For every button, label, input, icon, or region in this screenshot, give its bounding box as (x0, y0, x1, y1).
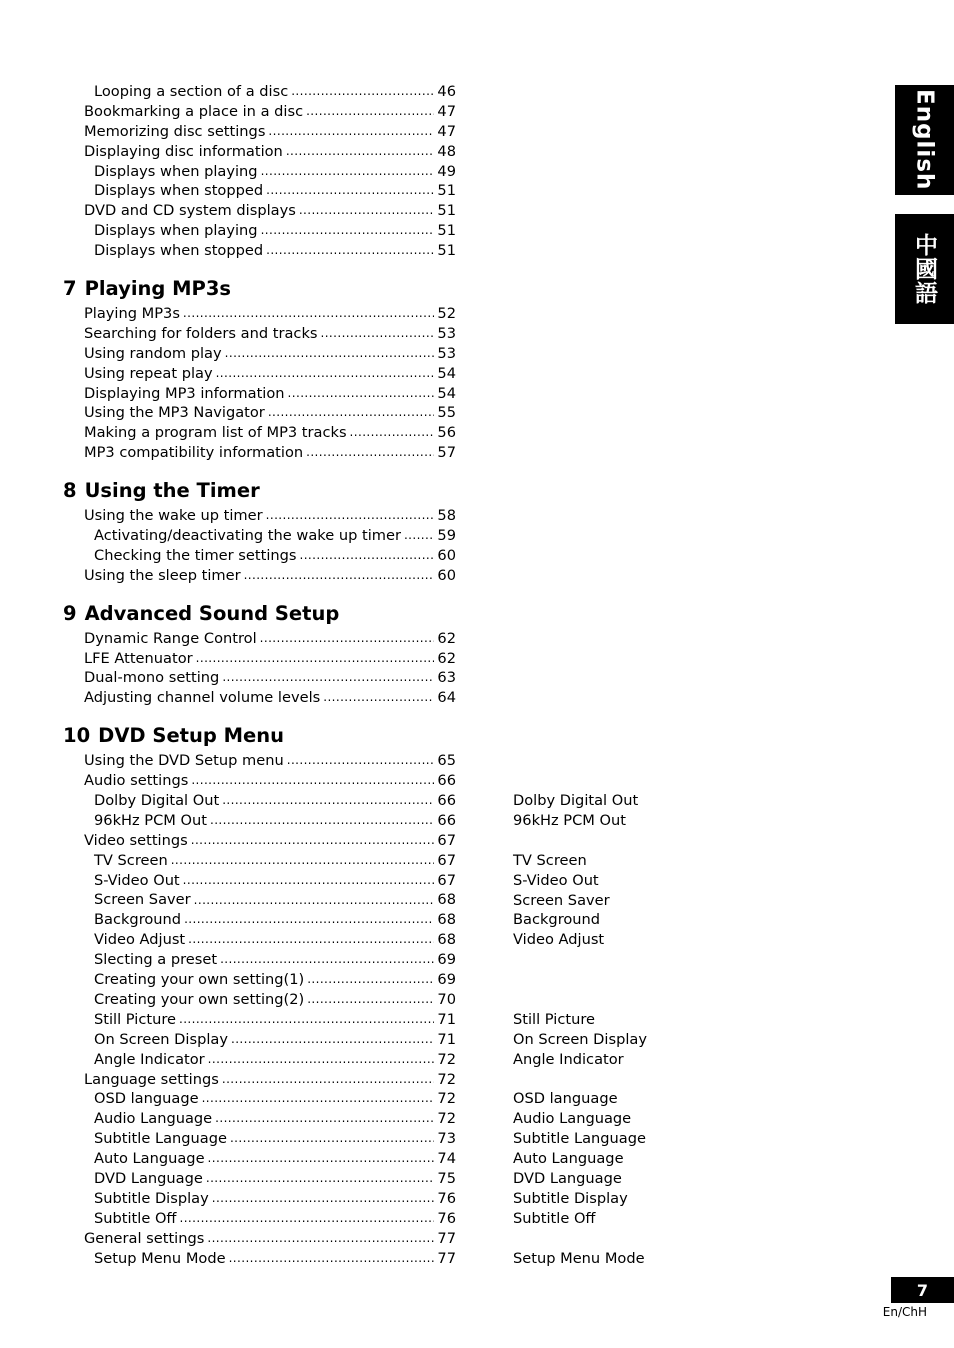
toc-entry-title: Activating/deactivating the wake up timer (94, 527, 401, 545)
toc-entry-title: Background (94, 911, 182, 929)
toc-entry[interactable] (63, 831, 456, 851)
toc-entry[interactable] (63, 1050, 456, 1070)
section-heading (63, 599, 456, 629)
toc-entry-title: Audio settings (84, 772, 189, 790)
toc-entry-page: 63 (437, 669, 456, 687)
language-tab-chinese-label: 中國語 (911, 233, 937, 305)
toc-entry-page: 69 (437, 951, 456, 969)
leader-dots (307, 970, 434, 990)
leader-dots (225, 344, 435, 364)
leader-dots (196, 649, 435, 669)
toc-entry-page: 70 (437, 990, 456, 1008)
toc-entry[interactable] (63, 668, 456, 688)
leader-dots (288, 384, 435, 404)
leader-dots (291, 82, 434, 102)
translated-label: Angle Indicator (513, 1051, 624, 1068)
toc-entry-title: Angle Indicator (94, 1050, 205, 1068)
translated-label: Dolby Digital Out (513, 792, 639, 809)
toc-entry-title: Displays when stopped (94, 182, 264, 200)
toc-entry[interactable] (63, 1030, 456, 1050)
toc-entry-title: Dolby Digital Out (94, 792, 220, 810)
toc-entry-title: Still Picture (94, 1010, 176, 1028)
toc-entry[interactable] (63, 1149, 456, 1169)
language-tab-english[interactable] (895, 85, 954, 195)
toc-entry[interactable] (63, 1229, 456, 1249)
toc-entry[interactable] (63, 344, 456, 364)
toc-entry-page: 47 (437, 122, 456, 140)
toc-entry-page: 77 (437, 1249, 456, 1267)
leader-dots (350, 423, 435, 443)
leader-dots (179, 1010, 434, 1030)
leader-dots (212, 1189, 435, 1209)
leader-dots (268, 403, 435, 423)
toc-entry-title: DVD and CD system displays (84, 202, 296, 220)
leader-dots (191, 831, 435, 851)
toc-entry-page: 53 (437, 324, 456, 342)
toc-entry-title: Language settings (84, 1070, 219, 1088)
toc-entry[interactable] (63, 384, 456, 404)
page-code: En/ChH (882, 1305, 927, 1319)
toc-entry-title: Creating your own setting(2) (94, 990, 305, 1008)
translated-label: Auto Language (513, 1150, 624, 1167)
toc-entry-page: 57 (437, 444, 456, 462)
toc-entry-title: Auto Language (94, 1150, 205, 1168)
toc-entry-title: Using the wake up timer (84, 507, 263, 525)
toc-entry-page: 62 (437, 629, 456, 647)
toc-entry-title: Memorizing disc settings (84, 122, 266, 140)
toc-entry-page: 65 (437, 752, 456, 770)
section-title: DVD Setup Menu (98, 724, 285, 748)
leader-dots (404, 526, 434, 546)
toc-entry-page: 46 (437, 82, 456, 100)
toc-entry-title: MP3 compatibility information (84, 444, 304, 462)
toc-entry-page: 64 (437, 689, 456, 707)
toc-entry-page: 56 (437, 424, 456, 442)
toc-entry-title: Displaying MP3 information (84, 384, 285, 402)
toc-entry[interactable] (63, 181, 456, 201)
leader-dots (229, 1249, 435, 1269)
leader-dots (321, 324, 435, 344)
toc-entry[interactable] (63, 546, 456, 566)
toc-entry-page: 62 (437, 649, 456, 667)
toc-entry[interactable] (63, 443, 456, 463)
section-heading (63, 274, 456, 304)
toc-entry-title: Slecting a preset (94, 951, 218, 969)
translated-label: DVD Language (513, 1170, 622, 1187)
toc-entry[interactable] (63, 102, 456, 122)
leader-dots (306, 443, 434, 463)
toc-entry-page: 72 (437, 1050, 456, 1068)
toc-entry-page: 67 (437, 831, 456, 849)
toc-entry[interactable] (63, 950, 456, 970)
leader-dots (183, 304, 435, 324)
toc-entry-title: Subtitle Language (94, 1130, 227, 1148)
toc-entry-page: 72 (437, 1070, 456, 1088)
toc-entry-title: Screen Saver (94, 891, 191, 909)
toc-entry[interactable] (63, 526, 456, 546)
translated-label: TV Screen (513, 852, 587, 869)
toc-entry-page: 52 (437, 305, 456, 322)
leader-dots (171, 851, 435, 871)
toc-entry-page: 48 (437, 142, 456, 160)
toc-entry[interactable] (63, 82, 456, 102)
leader-dots (230, 1129, 434, 1149)
toc-entry-title: 96kHz PCM Out (94, 811, 207, 829)
leader-dots (286, 142, 435, 162)
leader-dots (215, 1109, 434, 1129)
leader-dots (261, 221, 435, 241)
leader-dots (307, 990, 434, 1010)
toc-entry-title: Looping a section of a disc (94, 82, 289, 100)
section-title: Advanced Sound Setup (84, 601, 340, 625)
toc-entry[interactable] (63, 1249, 456, 1269)
leader-dots (184, 910, 434, 930)
toc-entry-page: 60 (437, 546, 456, 564)
toc-entry-title: Making a program list of MP3 tracks (84, 424, 347, 442)
section-title: Using the Timer (84, 479, 260, 503)
leader-dots (261, 162, 435, 182)
toc-entry-title: Using the DVD Setup menu (84, 752, 284, 770)
toc-entry[interactable] (63, 930, 456, 950)
toc-entry[interactable] (63, 1109, 456, 1129)
leader-dots (244, 566, 435, 586)
toc-entry-title: Displaying disc information (84, 142, 283, 160)
toc-entry-title: Displays when stopped (94, 242, 264, 260)
toc-entry[interactable] (63, 751, 456, 771)
toc-entry[interactable] (63, 910, 456, 930)
toc-entry[interactable] (63, 403, 456, 423)
toc-entry-title: Displays when playing (94, 222, 258, 240)
toc-entry-page: 74 (437, 1150, 456, 1168)
toc-entry[interactable] (63, 142, 456, 162)
leader-dots (222, 668, 434, 688)
toc-entry-title: Dynamic Range Control (84, 629, 257, 647)
toc-entry[interactable] (63, 506, 456, 526)
translated-label: Video Adjust (513, 931, 605, 948)
translated-label: Subtitle Off (513, 1210, 596, 1227)
section-heading (63, 721, 456, 751)
leader-dots (266, 241, 434, 261)
toc-entry-page: 72 (437, 1110, 456, 1128)
toc-entry[interactable] (63, 851, 456, 871)
leader-dots (216, 364, 435, 384)
toc-entry[interactable] (63, 122, 456, 142)
toc-entry-title: Using random play (84, 344, 222, 362)
toc-entry-page: 47 (437, 102, 456, 120)
toc-entry-title: Using the sleep timer (84, 566, 241, 584)
toc-entry-title: Adjusting channel volume levels (84, 689, 321, 707)
toc-entry[interactable] (63, 566, 456, 586)
language-tab-english-label: English (911, 89, 938, 191)
leader-dots (188, 930, 434, 950)
toc-entry-title: On Screen Display (94, 1030, 228, 1048)
toc-entry[interactable] (63, 871, 456, 891)
translated-label: Subtitle Language (513, 1130, 646, 1147)
toc-entry[interactable] (63, 364, 456, 384)
leader-dots (266, 181, 434, 201)
leader-dots (266, 506, 435, 526)
toc-entry-title: Searching for folders and tracks (84, 324, 318, 342)
toc-entry-page: 53 (437, 344, 456, 362)
leader-dots (180, 1209, 435, 1229)
toc-entry[interactable] (63, 324, 456, 344)
toc-entry-title: TV Screen (94, 851, 168, 869)
toc-entry[interactable] (63, 990, 456, 1010)
toc-entry-page: 67 (437, 851, 456, 869)
toc-entry-title: Creating your own setting(1) (94, 971, 305, 989)
leader-dots (287, 751, 435, 771)
toc-entry-page: 76 (437, 1209, 456, 1227)
toc-entry[interactable] (63, 1169, 456, 1189)
toc-entry-page: 66 (437, 772, 456, 790)
toc-entry-title: Subtitle Display (94, 1189, 209, 1207)
toc-entry[interactable] (63, 1189, 456, 1209)
toc-entry[interactable] (63, 649, 456, 669)
leader-dots (202, 1089, 435, 1109)
section-number: 10 (63, 724, 91, 748)
toc-entry[interactable] (63, 688, 456, 708)
translated-label: Audio Language (513, 1110, 632, 1127)
toc-entry-page: 51 (437, 222, 456, 240)
toc-entry-title: S-Video Out (94, 871, 180, 889)
toc-entry-title: LFE Attenuator (84, 649, 193, 667)
toc-entry-page: 54 (437, 364, 456, 382)
toc-entry-title: DVD Language (94, 1169, 203, 1187)
toc-entry-page: 68 (437, 891, 456, 909)
toc-entry-page: 58 (437, 507, 456, 525)
leader-dots (191, 771, 434, 791)
toc-entry[interactable] (63, 791, 456, 811)
section-heading (63, 476, 456, 506)
toc-entry-title: Checking the timer settings (94, 546, 297, 564)
toc-entry[interactable] (63, 771, 456, 791)
leader-dots (208, 1149, 435, 1169)
toc-entry-page: 73 (437, 1130, 456, 1148)
leader-dots (194, 891, 435, 911)
leader-dots (268, 122, 434, 142)
leader-dots (231, 1030, 434, 1050)
toc-entry-title: Displays when playing (94, 162, 258, 180)
toc-entry-page: 59 (437, 527, 456, 545)
translated-label: Setup Menu Mode (513, 1250, 645, 1267)
leader-dots (260, 629, 435, 649)
table-of-contents (63, 82, 456, 1268)
toc-entry-title: Playing MP3s (84, 305, 180, 322)
toc-entry[interactable] (63, 1209, 456, 1229)
translated-label: S-Video Out (513, 872, 599, 889)
leader-dots (210, 811, 434, 831)
toc-entry-title: Setup Menu Mode (94, 1249, 226, 1267)
toc-entry-page: 68 (437, 931, 456, 949)
section-number: 7 (63, 277, 77, 301)
toc-entry-title: Subtitle Off (94, 1209, 177, 1227)
leader-dots (183, 871, 435, 891)
toc-entry-title: Using repeat play (84, 364, 213, 382)
toc-entry[interactable] (63, 201, 456, 221)
toc-entry-title: Bookmarking a place in a disc (84, 102, 304, 120)
toc-entry-title: Video settings (84, 831, 188, 849)
toc-entry-title: Video Adjust (94, 931, 186, 949)
leader-dots (208, 1050, 435, 1070)
toc-entry-page: 60 (437, 566, 456, 584)
toc-entry[interactable] (63, 811, 456, 831)
leader-dots (299, 201, 435, 221)
translated-label: Still Picture (513, 1011, 595, 1028)
toc-entry-page: 51 (437, 202, 456, 220)
toc-entry[interactable] (63, 970, 456, 990)
toc-entry-page: 69 (437, 971, 456, 989)
toc-entry-page: 77 (437, 1229, 456, 1247)
translated-label: OSD language (513, 1090, 618, 1107)
toc-entry-title: General settings (84, 1229, 205, 1247)
toc-entry-title: Audio Language (94, 1110, 213, 1128)
translated-label: Background (513, 911, 601, 928)
toc-entry-title: Dual-mono setting (84, 669, 220, 687)
toc-entry-page: 66 (437, 792, 456, 810)
leader-dots (220, 950, 434, 970)
toc-entry[interactable] (63, 423, 456, 443)
page-number: 7 (891, 1277, 954, 1303)
toc-entry-page: 67 (437, 871, 456, 889)
toc-entry[interactable] (63, 1129, 456, 1149)
toc-entry[interactable] (63, 1070, 456, 1090)
translated-label: On Screen Display (513, 1031, 647, 1048)
leader-dots (222, 1070, 435, 1090)
toc-entry-page: 49 (437, 162, 456, 180)
section-number: 8 (63, 479, 77, 503)
leader-dots (207, 1229, 434, 1249)
toc-entry[interactable] (63, 304, 456, 324)
toc-entry-page: 76 (437, 1189, 456, 1207)
toc-entry[interactable] (63, 162, 456, 182)
leader-dots (222, 791, 434, 811)
toc-entry-page: 51 (437, 242, 456, 260)
toc-entry-page: 54 (437, 384, 456, 402)
toc-entry-page: 75 (437, 1169, 456, 1187)
leader-dots (206, 1169, 435, 1189)
translated-label: 96kHz PCM Out (513, 812, 626, 829)
toc-entry[interactable] (63, 1010, 456, 1030)
translated-label: Screen Saver (513, 892, 610, 909)
toc-entry[interactable] (63, 241, 456, 261)
language-tab-chinese[interactable] (895, 214, 954, 324)
toc-entry-page: 66 (437, 811, 456, 829)
toc-entry-page: 71 (437, 1030, 456, 1048)
section-title: Playing MP3s (84, 277, 232, 301)
leader-dots (300, 546, 435, 566)
toc-entry[interactable] (63, 891, 456, 911)
toc-entry-page: 68 (437, 911, 456, 929)
section-number: 9 (63, 601, 77, 625)
toc-entry[interactable] (63, 1089, 456, 1109)
toc-entry[interactable] (63, 629, 456, 649)
leader-dots (306, 102, 434, 122)
toc-entry-page: 55 (437, 404, 456, 422)
leader-dots (323, 688, 434, 708)
toc-entry-title: Using the MP3 Navigator (84, 404, 265, 422)
toc-entry-title: OSD language (94, 1090, 199, 1108)
toc-entry-page: 51 (437, 182, 456, 200)
toc-entry-page: 72 (437, 1090, 456, 1108)
translated-label: Subtitle Display (513, 1190, 628, 1207)
toc-entry-page: 71 (437, 1010, 456, 1028)
toc-entry[interactable] (63, 221, 456, 241)
